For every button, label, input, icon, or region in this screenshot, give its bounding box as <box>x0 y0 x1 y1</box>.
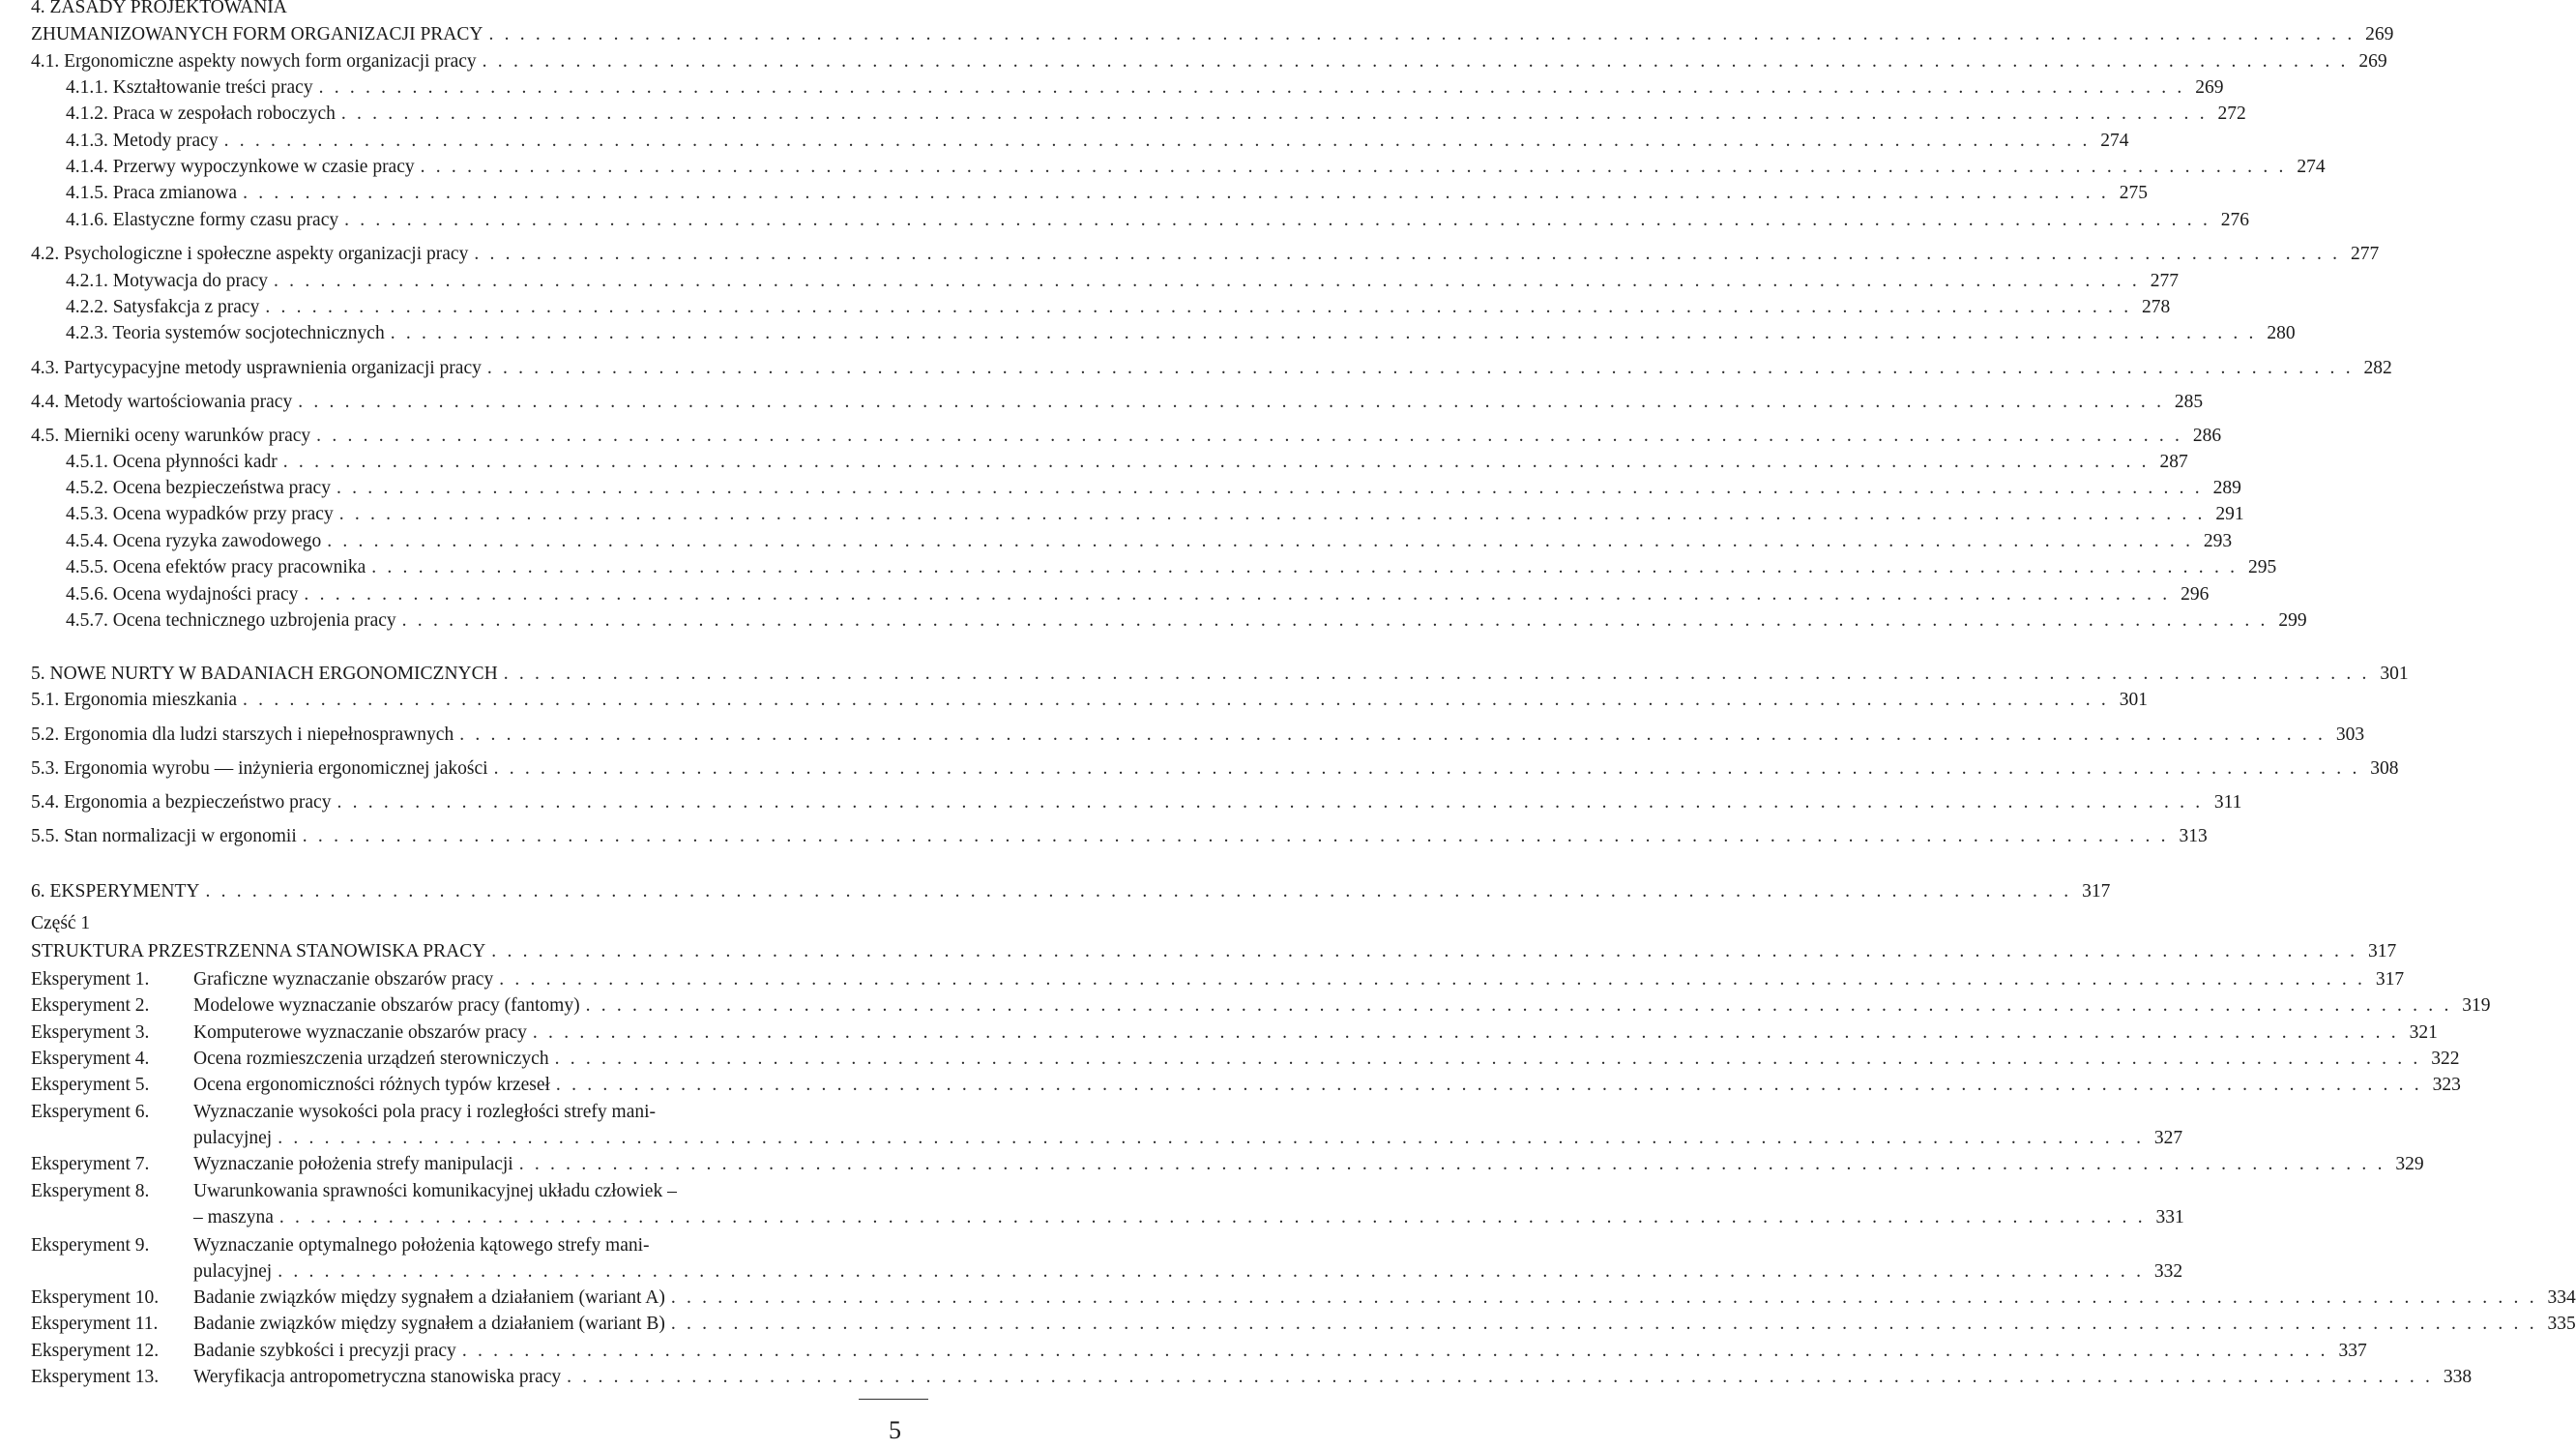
toc-entry-page: 319 <box>2462 995 2491 1016</box>
toc-entry-title: – maszyna <box>193 1207 274 1227</box>
toc-entry <box>193 1206 2184 1229</box>
dot-leader: . . . . . . . . . . . . . . . . . . . . . . . . . . . . . . . . . . . . . . . . . . . . . . . . . . . . . . . . . . . . . . . . . . . . . . . . . . . . . . . . . . . . . . . . . . . . . . . . . . . . . . . . . . . . . . . . . . . . . . . . <box>243 690 2109 710</box>
toc-entry-title: 4.2.1. Motywacja do pracy <box>66 271 269 291</box>
toc-entry-title: Komputerowe wyznaczanie obszarów pracy <box>193 1022 527 1043</box>
dot-leader: . . . . . . . . . . . . . . . . . . . . . . . . . . . . . . . . . . . . . . . . . . . . . . . . . . . . . . . . . . . . . . . . . . . . . . . . . . . . . . . . . . . . . . . . . . . . . . . . . . . . . . . . . . . . . . . . . . . . . . . . <box>390 323 2257 343</box>
dot-leader: . . . . . . . . . . . . . . . . . . . . . . . . . . . . . . . . . . . . . . . . . . . . . . . . . . . . . . . . . . . . . . . . . . . . . . . . . . . . . . . . . . . . . . . . . . . . . . . . . . . . . . . . . . . . . . . . . . . . . . . . <box>554 1049 2421 1069</box>
toc-entry <box>31 689 2148 712</box>
dot-leader: . . . . . . . . . . . . . . . . . . . . . . . . . . . . . . . . . . . . . . . . . . . . . . . . . . . . . . . . . . . . . . . . . . . . . . . . . . . . . . . . . . . . . . . . . . . . . . . . . . . . . . . . . . . . . . . . . . . . . . . . <box>278 1261 2145 1282</box>
toc-entry <box>193 1180 824 1203</box>
toc-entry-title: 5. NOWE NURTY W BADANIACH ERGONOMICZNYCH <box>31 664 498 684</box>
toc-entry-page: 301 <box>2119 690 2148 710</box>
toc-entry-page: 322 <box>2431 1049 2460 1069</box>
dot-leader: . . . . . . . . . . . . . . . . . . . . . . . . . . . . . . . . . . . . . . . . . . . . . . . . . . . . . . . . . . . . . . . . . . . . . . . . . . . . . . . . . . . . . . . . . . . . . . . . . . . . . . . . . . . . . . . . . . . . . . . . <box>670 1287 2537 1308</box>
toc-entry-page: 317 <box>2375 969 2405 990</box>
toc-entry-title: pulacyjnej <box>193 1261 273 1282</box>
toc-entry <box>66 270 2179 293</box>
dot-leader: . . . . . . . . . . . . . . . . . . . . . . . . . . . . . . . . . . . . . . . . . . . . . . . . . . . . . . . . . . . . . . . . . . . . . . . . . . . . . . . . . . . . . . . . . . . . . . . . . . . . . . . . . . . . . . . . . . . . . . . . <box>265 297 2132 317</box>
page-number: 5 <box>889 1416 901 1444</box>
toc-entry <box>193 1340 2367 1363</box>
toc-entry <box>31 880 2111 903</box>
toc-entry-page: 303 <box>2335 724 2365 745</box>
dot-leader: . . . . . . . . . . . . . . . . . . . . . . . . . . . . . . . . . . . . . . . . . . . . . . . . . . . . . . . . . . . . . . . . . . . . . . . . . . . . . . . . . . . . . . . . . . . . . . . . . . . . . . . . . . . . . . . . . . . . . . . . <box>420 157 2287 177</box>
toc-entry <box>66 556 2277 579</box>
toc-entry-title: 5.4. Ergonomia a bezpieczeństwo pracy <box>31 792 332 813</box>
toc-entry <box>31 757 2399 781</box>
dot-leader: . . . . . . . . . . . . . . . . . . . . . . . . . . . . . . . . . . . . . . . . . . . . . . . . . . . . . . . . . . . . . . . . . . . . . . . . . . . . . . . . . . . . . . . . . . . . . . . . . . . . . . . . . . . . . . . . . . . . . . . . <box>274 271 2140 291</box>
toc-entry-title: Badanie szybkości i precyzji pracy <box>193 1341 456 1361</box>
toc-entry <box>66 451 2188 474</box>
toc-entry-page: 337 <box>2338 1341 2367 1361</box>
toc-entry <box>66 209 2250 232</box>
toc-entry <box>31 23 2394 46</box>
toc-entry-page: 299 <box>2278 610 2307 631</box>
toc-entry-page: 286 <box>2192 426 2222 446</box>
experiment-label: Eksperyment 11. <box>31 1314 159 1334</box>
toc-entry <box>193 1021 2438 1045</box>
toc-entry-title: 4.1. Ergonomiczne aspekty nowych form organizacji pracy <box>31 51 477 72</box>
toc-entry-title: 4.1.2. Praca w zespołach roboczych <box>66 104 336 124</box>
toc-entry <box>193 1127 2183 1150</box>
dot-leader: . . . . . . . . . . . . . . . . . . . . . . . . . . . . . . . . . . . . . . . . . . . . . . . . . . . . . . . . . . . . . . . . . . . . . . . . . . . . . . . . . . . . . . . . . . . . . . . . . . . . . . . . . . . . . . . . . . . . . . . . <box>459 724 2327 745</box>
dot-leader: . . . . . . . . . . . . . . . . . . . . . . . . . . . . . . . . . . . . . . . . . . . . . . . . . . . . . . . . . . . . . . . . . . . . . . . . . . . . . . . . . . . . . . . . . . . . . . . . . . . . . . . . . . . . . . . . . . . . . . . . <box>223 131 2091 151</box>
toc-entry-page: 308 <box>2370 758 2399 779</box>
toc-entry <box>66 583 2210 606</box>
toc-entry-page: 269 <box>2358 51 2387 72</box>
experiment-label: Eksperyment 10. <box>31 1287 160 1308</box>
toc-entry-page: 282 <box>2363 358 2392 378</box>
toc-entry <box>66 103 2246 126</box>
toc-entry-page: 311 <box>2213 792 2242 813</box>
toc-entry-title: Modelowe wyznaczanie obszarów pracy (fantomy) <box>193 995 580 1016</box>
dot-leader: . . . . . . . . . . . . . . . . . . . . . . . . . . . . . . . . . . . . . . . . . . . . . . . . . . . . . . . . . . . . . . . . . . . . . . . . . . . . . . . . . . . . . . . . . . . . . . . . . . . . . . . . . . . . . . . . . . . . . . . . <box>278 1207 2146 1227</box>
toc-entry-page: 301 <box>2380 664 2409 684</box>
toc-entry-title: 4.5.7. Ocena technicznego uzbrojenia pracy <box>66 610 396 631</box>
dot-leader: . . . . . . . . . . . . . . . . . . . . . . . . . . . . . . . . . . . . . . . . . . . . . . . . . . . . . . . . . . . . . . . . . . . . . . . . . . . . . . . . . . . . . . . . . . . . . . . . . . . . . . . . . . . . . . . . . . . . . . . . <box>278 1128 2145 1148</box>
toc-entry-title: Graficzne wyznaczanie obszarów pracy <box>193 969 494 990</box>
toc-entry-title: Wyznaczanie położenia strefy manipulacji <box>193 1154 513 1174</box>
dot-leader: . . . . . . . . . . . . . . . . . . . . . . . . . . . . . . . . . . . . . . . . . . . . . . . . . . . . . . . . . . . . . . . . . . . . . . . . . . . . . . . . . . . . . . . . . . . . . . . . . . . . . . . . . . . . . . . . . . . . . . . . <box>336 478 2203 498</box>
toc-entry-title: 4.2.2. Satysfakcja z pracy <box>66 297 260 317</box>
toc-entry-page: 317 <box>2082 881 2111 902</box>
toc-entry <box>66 530 2233 553</box>
toc-entry-title: pulacyjnej <box>193 1128 273 1148</box>
toc-entry-page: 335 <box>2547 1314 2576 1334</box>
dot-leader: . . . . . . . . . . . . . . . . . . . . . . . . . . . . . . . . . . . . . . . . . . . . . . . . . . . . . . . . . . . . . . . . . . . . . . . . . . . . . . . . . . . . . . . . . . . . . . . . . . . . . . . . . . . . . . . . . . . . . . . . <box>499 969 2366 990</box>
toc-entry-title: 4.5.2. Ocena bezpieczeństwa pracy <box>66 478 331 498</box>
toc-entry-page: 274 <box>2297 157 2326 177</box>
dot-leader: . . . . . . . . . . . . . . . . . . . . . . . . . . . . . . . . . . . . . . . . . . . . . . . . . . . . . . . . . . . . . . . . . . . . . . . . . . . . . . . . . . . . . . . . . . . . . . . . . . . . . . . . . . . . . . . . . . . . . . . . <box>298 392 2165 412</box>
toc-entry-title: 4.1.1. Kształtowanie treści pracy <box>66 77 313 98</box>
experiment-label: Eksperyment 3. <box>31 1022 150 1043</box>
toc-entry <box>66 182 2148 205</box>
toc-entry-page: 332 <box>2153 1261 2183 1282</box>
toc-entry <box>66 130 2129 153</box>
toc-entry-title: 4.1.6. Elastyczne formy czasu pracy <box>66 210 339 230</box>
toc-entry-title: 5.1. Ergonomia mieszkania <box>31 690 238 710</box>
toc-entry <box>31 791 2242 814</box>
toc-entry-title: 4.5.6. Ocena wydajności pracy <box>66 584 299 605</box>
dot-leader: . . . . . . . . . . . . . . . . . . . . . . . . . . . . . . . . . . . . . . . . . . . . . . . . . . . . . . . . . . . . . . . . . . . . . . . . . . . . . . . . . . . . . . . . . . . . . . . . . . . . . . . . . . . . . . . . . . . . . . . . <box>474 244 2341 264</box>
toc-entry <box>31 243 2380 266</box>
toc-entry-page: 296 <box>2181 584 2210 605</box>
toc-entry-page: 287 <box>2159 452 2188 472</box>
page-number-rule <box>859 1399 928 1400</box>
dot-leader: . . . . . . . . . . . . . . . . . . . . . . . . . . . . . . . . . . . . . . . . . . . . . . . . . . . . . . . . . . . . . . . . . . . . . . . . . . . . . . . . . . . . . . . . . . . . . . . . . . . . . . . . . . . . . . . . . . . . . . . . <box>401 610 2269 631</box>
dot-leader: . . . . . . . . . . . . . . . . . . . . . . . . . . . . . . . . . . . . . . . . . . . . . . . . . . . . . . . . . . . . . . . . . . . . . . . . . . . . . . . . . . . . . . . . . . . . . . . . . . . . . . . . . . . . . . . . . . . . . . . . <box>461 1341 2328 1361</box>
toc-entry-title: STRUKTURA PRZESTRZENNA STANOWISKA PRACY <box>31 941 486 961</box>
toc-entry-page: 277 <box>2351 244 2380 264</box>
toc-entry <box>193 1260 2183 1284</box>
toc-entry <box>193 1234 824 1257</box>
dot-leader: . . . . . . . . . . . . . . . . . . . . . . . . . . . . . . . . . . . . . . . . . . . . . . . . . . . . . . . . . . . . . . . . . . . . . . . . . . . . . . . . . . . . . . . . . . . . . . . . . . . . . . . . . . . . . . . . . . . . . . . . <box>518 1154 2386 1174</box>
toc-entry-title: Badanie związków między sygnałem a działaniem (wariant A) <box>193 1287 665 1308</box>
experiment-label: Eksperyment 6. <box>31 1102 150 1122</box>
toc-entry-title: 4.4. Metody wartościowania pracy <box>31 392 293 412</box>
toc-entry <box>193 1101 824 1124</box>
toc-entry-page: 269 <box>2365 24 2394 44</box>
toc-entry-page: 313 <box>2179 826 2208 846</box>
toc-entry <box>31 724 2365 747</box>
toc-entry-title: Weryfikacja antropometryczna stanowiska pracy <box>193 1367 562 1387</box>
toc-entry <box>193 1366 2473 1389</box>
toc-entry-title: 4.1.3. Metody pracy <box>66 131 219 151</box>
toc-entry-page: 269 <box>2195 77 2224 98</box>
toc-entry-title: ZHUMANIZOWANYCH FORM ORGANIZACJI PRACY <box>31 24 483 44</box>
dot-leader: . . . . . . . . . . . . . . . . . . . . . . . . . . . . . . . . . . . . . . . . . . . . . . . . . . . . . . . . . . . . . . . . . . . . . . . . . . . . . . . . . . . . . . . . . . . . . . . . . . . . . . . . . . . . . . . . . . . . . . . . <box>338 504 2206 524</box>
dot-leader: . . . . . . . . . . . . . . . . . . . . . . . . . . . . . . . . . . . . . . . . . . . . . . . . . . . . . . . . . . . . . . . . . . . . . . . . . . . . . . . . . . . . . . . . . . . . . . . . . . . . . . . . . . . . . . . . . . . . . . . . <box>344 210 2211 230</box>
toc-entry-page: 323 <box>2432 1075 2461 1095</box>
dot-leader: . . . . . . . . . . . . . . . . . . . . . . . . . . . . . . . . . . . . . . . . . . . . . . . . . . . . . . . . . . . . . . . . . . . . . . . . . . . . . . . . . . . . . . . . . . . . . . . . . . . . . . . . . . . . . . . . . . . . . . . . <box>337 792 2204 813</box>
toc-entry-page: 338 <box>2443 1367 2473 1387</box>
toc-entry-page: 276 <box>2220 210 2250 230</box>
toc-entry-page: 275 <box>2119 183 2148 203</box>
toc-entry-page: 334 <box>2547 1287 2576 1308</box>
dot-leader: . . . . . . . . . . . . . . . . . . . . . . . . . . . . . . . . . . . . . . . . . . . . . . . . . . . . . . . . . . . . . . . . . . . . . . . . . . . . . . . . . . . . . . . . . . . . . . . . . . . . . . . . . . . . . . . . . . . . . . . . <box>205 881 2072 902</box>
toc-entry <box>66 477 2241 500</box>
toc-entry-page: 327 <box>2153 1128 2183 1148</box>
dot-leader: . . . . . . . . . . . . . . . . . . . . . . . . . . . . . . . . . . . . . . . . . . . . . . . . . . . . . . . . . . . . . . . . . . . . . . . . . . . . . . . . . . . . . . . . . . . . . . . . . . . . . . . . . . . . . . . . . . . . . . . . <box>488 24 2356 44</box>
toc-entry <box>31 425 2222 448</box>
dot-leader: . . . . . . . . . . . . . . . . . . . . . . . . . . . . . . . . . . . . . . . . . . . . . . . . . . . . . . . . . . . . . . . . . . . . . . . . . . . . . . . . . . . . . . . . . . . . . . . . . . . . . . . . . . . . . . . . . . . . . . . . <box>282 452 2150 472</box>
dot-leader: . . . . . . . . . . . . . . . . . . . . . . . . . . . . . . . . . . . . . . . . . . . . . . . . . . . . . . . . . . . . . . . . . . . . . . . . . . . . . . . . . . . . . . . . . . . . . . . . . . . . . . . . . . . . . . . . . . . . . . . . <box>493 758 2360 779</box>
toc-entry <box>31 663 2409 686</box>
dot-leader: . . . . . . . . . . . . . . . . . . . . . . . . . . . . . . . . . . . . . . . . . . . . . . . . . . . . . . . . . . . . . . . . . . . . . . . . . . . . . . . . . . . . . . . . . . . . . . . . . . . . . . . . . . . . . . . . . . . . . . . . <box>532 1022 2399 1043</box>
toc-entry <box>31 940 2397 963</box>
dot-leader: . . . . . . . . . . . . . . . . . . . . . . . . . . . . . . . . . . . . . . . . . . . . . . . . . . . . . . . . . . . . . . . . . . . . . . . . . . . . . . . . . . . . . . . . . . . . . . . . . . . . . . . . . . . . . . . . . . . . . . . . <box>302 826 2169 846</box>
dot-leader: . . . . . . . . . . . . . . . . . . . . . . . . . . . . . . . . . . . . . . . . . . . . . . . . . . . . . . . . . . . . . . . . . . . . . . . . . . . . . . . . . . . . . . . . . . . . . . . . . . . . . . . . . . . . . . . . . . . . . . . . <box>670 1314 2537 1334</box>
toc-entry <box>66 296 2171 319</box>
toc-entry-title: 4.1.4. Przerwy wypoczynkowe w czasie pracy <box>66 157 415 177</box>
dot-leader: . . . . . . . . . . . . . . . . . . . . . . . . . . . . . . . . . . . . . . . . . . . . . . . . . . . . . . . . . . . . . . . . . . . . . . . . . . . . . . . . . . . . . . . . . . . . . . . . . . . . . . . . . . . . . . . . . . . . . . . . <box>503 664 2370 684</box>
experiment-label: Eksperyment 13. <box>31 1367 160 1387</box>
experiment-label: Eksperyment 9. <box>31 1235 150 1256</box>
toc-entry-page: 295 <box>2247 557 2277 577</box>
toc-entry-title: Wyznaczanie wysokości pola pracy i rozległości strefy mani- <box>193 1102 657 1122</box>
toc-entry <box>66 76 2224 100</box>
toc-entry-page: 321 <box>2409 1022 2438 1043</box>
toc-entry <box>31 825 2208 848</box>
toc-entry <box>193 994 2491 1018</box>
dot-leader: . . . . . . . . . . . . . . . . . . . . . . . . . . . . . . . . . . . . . . . . . . . . . . . . . . . . . . . . . . . . . . . . . . . . . . . . . . . . . . . . . . . . . . . . . . . . . . . . . . . . . . . . . . . . . . . . . . . . . . . . <box>340 104 2208 124</box>
toc-entry-page: 331 <box>2155 1207 2184 1227</box>
toc-entry-title: Ocena ergonomiczności różnych typów krzeseł <box>193 1075 550 1095</box>
toc-entry-title: 5.3. Ergonomia wyrobu — inżynieria ergonomicznej jakości <box>31 758 488 779</box>
toc-entry-page: 285 <box>2174 392 2204 412</box>
toc-entry <box>31 50 2387 74</box>
toc-entry-title: 6. EKSPERYMENTY <box>31 881 200 902</box>
toc-entry-page: 291 <box>2215 504 2244 524</box>
experiment-label: Eksperyment 2. <box>31 995 150 1016</box>
toc-entry <box>193 1153 2424 1176</box>
toc-entry-page: 280 <box>2267 323 2296 343</box>
toc-entry-page: 329 <box>2395 1154 2424 1174</box>
toc-entry <box>193 1313 2576 1336</box>
toc-entry-title: 4.1.5. Praca zmianowa <box>66 183 238 203</box>
toc-entry-title: 4.5.4. Ocena ryzyka zawodowego <box>66 531 322 551</box>
toc-entry <box>66 503 2244 526</box>
experiment-label: Eksperyment 5. <box>31 1075 150 1095</box>
toc-entry-title: 4.5.5. Ocena efektów pracy pracownika <box>66 557 366 577</box>
toc-entry <box>66 156 2326 179</box>
toc-entry <box>193 1048 2460 1071</box>
toc-entry <box>193 1286 2576 1310</box>
toc-entry-title: 4. ZASADY PROJEKTOWANIA <box>31 0 287 17</box>
toc-entry-page: 277 <box>2150 271 2179 291</box>
toc-entry-title: 4.5.3. Ocena wypadków przy pracy <box>66 504 334 524</box>
toc-entry-title: 5.2. Ergonomia dla ludzi starszych i niepełnosprawnych <box>31 724 454 745</box>
dot-leader: . . . . . . . . . . . . . . . . . . . . . . . . . . . . . . . . . . . . . . . . . . . . . . . . . . . . . . . . . . . . . . . . . . . . . . . . . . . . . . . . . . . . . . . . . . . . . . . . . . . . . . . . . . . . . . . . . . . . . . . . <box>482 51 2349 72</box>
dot-leader: . . . . . . . . . . . . . . . . . . . . . . . . . . . . . . . . . . . . . . . . . . . . . . . . . . . . . . . . . . . . . . . . . . . . . . . . . . . . . . . . . . . . . . . . . . . . . . . . . . . . . . . . . . . . . . . . . . . . . . . . <box>304 584 2171 605</box>
experiment-label: Eksperyment 8. <box>31 1181 150 1201</box>
experiment-label: Eksperyment 1. <box>31 969 150 990</box>
toc-entry-title: 4.5. Mierniki oceny warunków pracy <box>31 426 311 446</box>
dot-leader: . . . . . . . . . . . . . . . . . . . . . . . . . . . . . . . . . . . . . . . . . . . . . . . . . . . . . . . . . . . . . . . . . . . . . . . . . . . . . . . . . . . . . . . . . . . . . . . . . . . . . . . . . . . . . . . . . . . . . . . . <box>567 1367 2434 1387</box>
toc-entry-title: 4.5.1. Ocena płynności kadr <box>66 452 278 472</box>
toc-entry-title: Wyznaczanie optymalnego położenia kątowego strefy mani- <box>193 1235 650 1256</box>
toc-entry <box>193 1074 2461 1097</box>
dot-leader: . . . . . . . . . . . . . . . . . . . . . . . . . . . . . . . . . . . . . . . . . . . . . . . . . . . . . . . . . . . . . . . . . . . . . . . . . . . . . . . . . . . . . . . . . . . . . . . . . . . . . . . . . . . . . . . . . . . . . . . . <box>555 1075 2422 1095</box>
toc-entry-page: 293 <box>2203 531 2233 551</box>
dot-leader: . . . . . . . . . . . . . . . . . . . . . . . . . . . . . . . . . . . . . . . . . . . . . . . . . . . . . . . . . . . . . . . . . . . . . . . . . . . . . . . . . . . . . . . . . . . . . . . . . . . . . . . . . . . . . . . . . . . . . . . . <box>585 995 2452 1016</box>
toc-entry-title: Część 1 <box>31 913 91 933</box>
toc-entry-title: 4.2.3. Teoria systemów socjotechnicznych <box>66 323 385 343</box>
experiment-label: Eksperyment 7. <box>31 1154 150 1174</box>
toc-entry <box>31 0 824 19</box>
dot-leader: . . . . . . . . . . . . . . . . . . . . . . . . . . . . . . . . . . . . . . . . . . . . . . . . . . . . . . . . . . . . . . . . . . . . . . . . . . . . . . . . . . . . . . . . . . . . . . . . . . . . . . . . . . . . . . . . . . . . . . . . <box>371 557 2239 577</box>
toc-entry <box>193 968 2405 991</box>
dot-leader: . . . . . . . . . . . . . . . . . . . . . . . . . . . . . . . . . . . . . . . . . . . . . . . . . . . . . . . . . . . . . . . . . . . . . . . . . . . . . . . . . . . . . . . . . . . . . . . . . . . . . . . . . . . . . . . . . . . . . . . . <box>491 941 2358 961</box>
dot-leader: . . . . . . . . . . . . . . . . . . . . . . . . . . . . . . . . . . . . . . . . . . . . . . . . . . . . . . . . . . . . . . . . . . . . . . . . . . . . . . . . . . . . . . . . . . . . . . . . . . . . . . . . . . . . . . . . . . . . . . . . <box>318 77 2185 98</box>
toc-entry <box>66 609 2307 633</box>
dot-leader: . . . . . . . . . . . . . . . . . . . . . . . . . . . . . . . . . . . . . . . . . . . . . . . . . . . . . . . . . . . . . . . . . . . . . . . . . . . . . . . . . . . . . . . . . . . . . . . . . . . . . . . . . . . . . . . . . . . . . . . . <box>486 358 2354 378</box>
toc-entry-title: 4.2. Psychologiczne i społeczne aspekty organizacji pracy <box>31 244 469 264</box>
toc-entry-page: 274 <box>2100 131 2129 151</box>
toc-entry-title: 4.3. Partycypacyjne metody usprawnienia organizacji pracy <box>31 358 482 378</box>
toc-entry-page: 317 <box>2367 941 2397 961</box>
toc-entry <box>66 322 2296 345</box>
toc-entry-title: Badanie związków między sygnałem a działaniem (wariant B) <box>193 1314 665 1334</box>
toc-entry-page: 289 <box>2212 478 2241 498</box>
toc-entry-title: 5.5. Stan normalizacji w ergonomii <box>31 826 297 846</box>
experiment-label: Eksperyment 4. <box>31 1049 150 1069</box>
dot-leader: . . . . . . . . . . . . . . . . . . . . . . . . . . . . . . . . . . . . . . . . . . . . . . . . . . . . . . . . . . . . . . . . . . . . . . . . . . . . . . . . . . . . . . . . . . . . . . . . . . . . . . . . . . . . . . . . . . . . . . . . <box>243 183 2109 203</box>
toc-entry <box>31 391 2204 414</box>
toc-entry <box>31 912 824 935</box>
experiment-label: Eksperyment 12. <box>31 1341 160 1361</box>
toc-entry-page: 272 <box>2217 104 2246 124</box>
toc-entry-title: Ocena rozmieszczenia urządzeń sterowniczych <box>193 1049 549 1069</box>
dot-leader: . . . . . . . . . . . . . . . . . . . . . . . . . . . . . . . . . . . . . . . . . . . . . . . . . . . . . . . . . . . . . . . . . . . . . . . . . . . . . . . . . . . . . . . . . . . . . . . . . . . . . . . . . . . . . . . . . . . . . . . . <box>327 531 2194 551</box>
dot-leader: . . . . . . . . . . . . . . . . . . . . . . . . . . . . . . . . . . . . . . . . . . . . . . . . . . . . . . . . . . . . . . . . . . . . . . . . . . . . . . . . . . . . . . . . . . . . . . . . . . . . . . . . . . . . . . . . . . . . . . . . <box>316 426 2183 446</box>
toc-entry-page: 278 <box>2142 297 2171 317</box>
toc-entry-title: Uwarunkowania sprawności komunikacyjnej układu człowiek – <box>193 1181 677 1201</box>
toc-entry <box>31 357 2392 380</box>
